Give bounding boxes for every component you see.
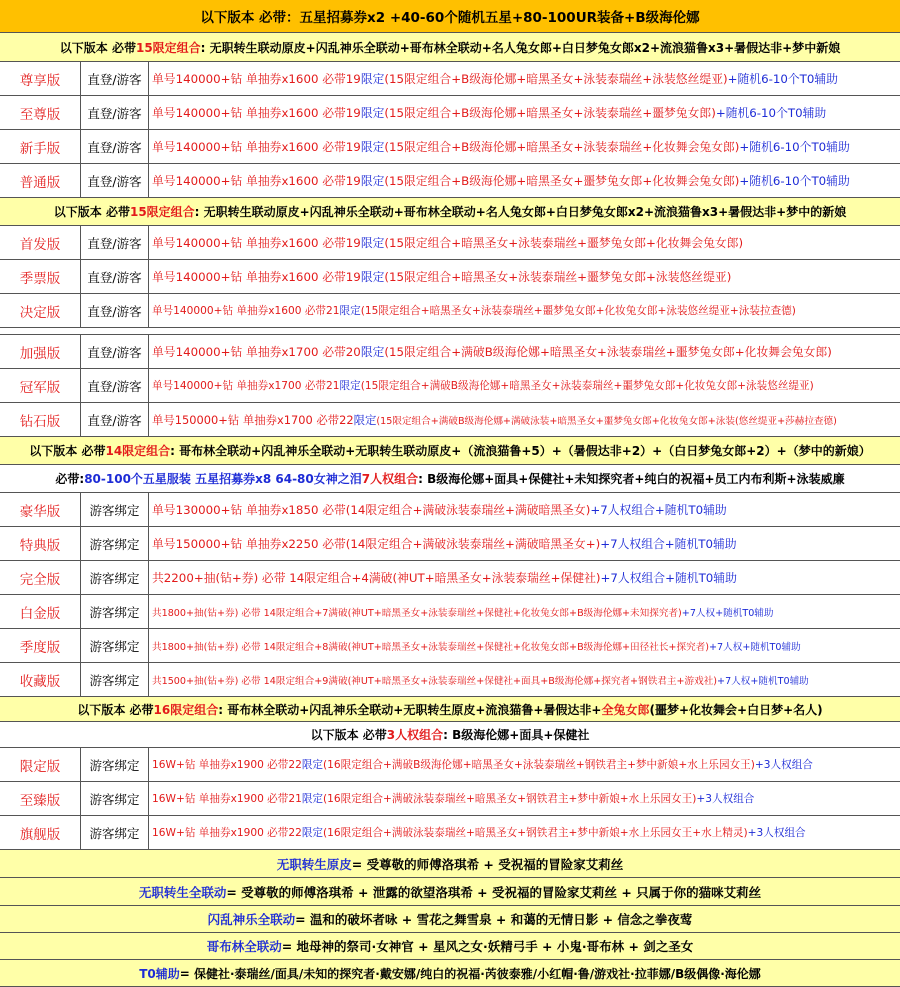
login-type: 游客绑定 (81, 561, 149, 594)
detail-main: 单号130000+钻 单抽券x1850 必带 (152, 503, 346, 517)
detail-main: 单号140000+钻 单抽券x1600 必带19 (152, 236, 361, 250)
section-highlight: 15限定组合 (129, 205, 195, 219)
edition-name: 加强版 (0, 335, 81, 368)
detail-limit: 限定 (360, 140, 385, 154)
detail-limit: 限定 (301, 759, 324, 771)
login-type: 直登/游客 (81, 130, 149, 163)
detail-limit: 限定 (301, 827, 324, 839)
edition-detail (149, 268, 900, 285)
section-suffix: : 哥布林全联动+闪乱神乐全联动+无职转生原皮+流浪猫鲁+暑假达非+ (218, 702, 602, 717)
detail-limit: 限定 (360, 345, 385, 359)
detail-combo: (15限定组合+满破B级海伦娜+暗黑圣女+泳装泰瑞丝+噩梦兔女郎+化妆舞会兔女郎) (384, 345, 832, 359)
detail-limit: 限定 (301, 793, 324, 805)
table-row (0, 96, 900, 130)
detail-limit: 限定 (360, 72, 385, 86)
detail-combo: (15限定组合+暗黑圣女+泳装泰瑞丝+噩梦兔女郎+化妆舞会兔女郎) (384, 236, 744, 250)
detail-combo: (神UT+暗黑圣女+泳装泰瑞丝+保健社+化妆兔女郎+B级海伦娜+田径社长+探究者) (347, 641, 709, 653)
login-type: 直登/游客 (81, 369, 149, 402)
row-spacer (0, 328, 900, 335)
section-part1: 80-100个五星服装 五星招募券x8 64-80女神之泪 (84, 472, 362, 486)
section-header-4 (0, 465, 900, 493)
detail-main: 共1800+抽(钻+券) 必带 14限定组合+8满破 (152, 641, 348, 653)
edition-detail (149, 825, 900, 840)
section-prefix: 以下版本 必带 (59, 40, 136, 55)
table-row (0, 403, 900, 437)
edition-detail (149, 501, 900, 518)
detail-main: 单号140000+钻 单抽券x1600 必带19 (152, 72, 361, 86)
edition-detail (149, 70, 900, 87)
edition-name: 季度版 (0, 629, 81, 662)
section-suffix: : 无职转生联动原皮+闪乱神乐全联动+哥布林全联动+名人兔女郎+白日梦兔女郎x2+流浪猫鲁x3+暑假达非+梦中新娘 (200, 40, 841, 55)
edition-name: 钻石版 (0, 403, 81, 436)
section-header-5 (0, 697, 900, 722)
section-prefix: 以下版本 必带 (53, 205, 130, 219)
section-header-1 (0, 33, 900, 62)
section-highlight: 3人权组合 (386, 728, 444, 742)
edition-detail (149, 535, 900, 552)
section-suffix: : B级海伦娜+面具+保健社+未知探究者+纯白的祝福+员工内布利斯+泳装威廉 (418, 472, 845, 486)
edition-name: 尊享版 (0, 62, 81, 95)
edition-detail (149, 138, 900, 155)
edition-name: 普通版 (0, 164, 81, 197)
edition-name: 特典版 (0, 527, 81, 560)
title-text: 以下版本 必带：五星招募券x2 +40-60个随机五星+80-100UR装备+B级海伦娜 (200, 10, 700, 26)
login-type: 直登/游客 (81, 335, 149, 368)
detail-combo: (15限定组合+满破B级海伦娜+暗黑圣女+泳装泰瑞丝+噩梦兔女郎+化妆兔女郎+泳装悠丝缇亚) (360, 380, 814, 392)
table-row (0, 816, 900, 850)
detail-tail: +随机6-10个T0辅助 (727, 72, 838, 86)
glossary-text: = 受尊敬的师傅洛琪希 + 泄露的欲望洛琪希 + 受祝福的冒险家艾莉丝 + 只属于你的猫咪艾莉丝 (226, 884, 762, 900)
glossary-item (0, 933, 900, 960)
section-highlight: 15限定组合 (135, 40, 201, 55)
table-row (0, 527, 900, 561)
login-type: 直登/游客 (81, 96, 149, 129)
table-row (0, 782, 900, 816)
detail-main: 16W+钻 单抽券x1900 必带22 (152, 827, 302, 839)
edition-detail (149, 412, 900, 428)
section-highlight: 16限定组合 (153, 702, 219, 717)
detail-main: 单号140000+钻 单抽券x1700 必带20 (152, 345, 361, 359)
table-row (0, 493, 900, 527)
detail-tail: +7人权+随机T0辅助 (681, 607, 774, 619)
detail-combo: (神UT+暗黑圣女+泳装泰瑞丝+保健社+化妆兔女郎+B级海伦娜+未知探究者) (347, 607, 682, 619)
detail-limit: 限定 (360, 106, 385, 120)
detail-combo: (14限定组合+满破泳装泰瑞丝+满破暗黑圣女) (345, 503, 591, 517)
glossary-term: 无职转生原皮 (276, 856, 352, 872)
login-type: 游客绑定 (81, 527, 149, 560)
section-suffix: : 哥布林全联动+闪乱神乐全联动+无职转生联动原皮+（流浪猫鲁+5）+（暑假达非+2）+（白日梦兔女郎+2）+（梦中的新娘） (170, 444, 871, 458)
section-suffix: : B级海伦娜+面具+保健社 (443, 728, 590, 742)
table-row (0, 260, 900, 294)
table-row (0, 369, 900, 403)
login-type: 直登/游客 (81, 403, 149, 436)
edition-detail (149, 234, 900, 251)
table-row (0, 62, 900, 96)
table-row (0, 226, 900, 260)
edition-name: 限定版 (0, 748, 81, 781)
detail-tail: +7人权+随机T0辅助 (709, 641, 801, 653)
detail-combo: (15限定组合+暗黑圣女+泳装泰瑞丝+噩梦兔女郎+泳装悠丝缇亚) (384, 270, 732, 284)
detail-limit: 限定 (360, 174, 385, 188)
section-prefix: 必带: (55, 472, 85, 486)
detail-main: 单号150000+钻 单抽券x2250 必带 (152, 537, 346, 551)
detail-main: 单号140000+钻 单抽券x1600 必带19 (152, 174, 361, 188)
section-header-2 (0, 198, 900, 226)
edition-name: 旗舰版 (0, 816, 81, 849)
section-header-6 (0, 722, 900, 748)
detail-combo: (15限定组合+B级海伦娜+暗黑圣女+泳装泰瑞丝+泳装悠丝缇亚) (384, 72, 728, 86)
detail-limit: 限定 (360, 236, 385, 250)
login-type: 直登/游客 (81, 294, 149, 327)
edition-name: 决定版 (0, 294, 81, 327)
detail-combo: (神UT+暗黑圣女+泳装泰瑞丝+保健社+面具+B级海伦娜+探究者+钢铁君主+游戏社) (347, 675, 718, 687)
glossary-item (0, 850, 900, 878)
edition-name: 冠军版 (0, 369, 81, 402)
detail-tail: +7人权组合+随机T0辅助 (600, 537, 737, 551)
login-type: 游客绑定 (81, 748, 149, 781)
detail-main: 共2200+抽(钻+券) 必带 14限定组合+4满破 (152, 571, 393, 585)
detail-main: 共1500+抽(钻+券) 必带 14限定组合+9满破 (152, 675, 348, 687)
table-row (0, 130, 900, 164)
detail-tail: +随机6-10个T0辅助 (715, 106, 827, 120)
login-type: 游客绑定 (81, 782, 149, 815)
table-row (0, 663, 900, 697)
detail-tail: +3人权组合 (747, 827, 806, 839)
glossary-item (0, 906, 900, 933)
table-row (0, 335, 900, 369)
detail-combo: (16限定组合+满破B级海伦娜+暗黑圣女+泳装泰瑞丝+钢铁君主+梦中新娘+水上乐园女王) (323, 759, 755, 771)
section-highlight: 7人权组合 (361, 472, 419, 486)
glossary-term: 闪乱神乐全联动 (207, 912, 296, 927)
glossary-item (0, 878, 900, 906)
glossary-text: = 温和的破坏者咏 + 雪花之舞雪泉 + 和蔼的无情日影 + 信念之拳夜莺 (295, 912, 693, 927)
edition-name: 豪华版 (0, 493, 81, 526)
detail-tail: +随机6-10个T0辅助 (739, 140, 850, 154)
edition-detail (149, 605, 900, 619)
detail-combo: (15限定组合+暗黑圣女+泳装泰瑞丝+噩梦兔女郎+化妆兔女郎+泳装悠丝缇亚+泳装拉查德) (360, 305, 796, 317)
glossary-item (0, 960, 900, 987)
section-highlight: 14限定组合 (105, 444, 171, 458)
detail-limit: 限定 (353, 412, 377, 427)
detail-main: 16W+钻 单抽券x1900 必带21 (152, 793, 302, 805)
glossary-term: 哥布林全联动 (206, 939, 282, 954)
login-type: 游客绑定 (81, 816, 149, 849)
login-type: 直登/游客 (81, 164, 149, 197)
table-row (0, 164, 900, 198)
detail-combo: (神UT+暗黑圣女+泳装泰瑞丝+保健社) (392, 571, 601, 585)
section-prefix: 以下版本 必带 (77, 702, 154, 717)
detail-combo: (15限定组合+满破B级海伦娜+满破泳装+暗黑圣女+噩梦兔女郎+化妆兔女郎+泳装(悠丝缇亚+莎赫拉查德) (376, 415, 837, 427)
table-row (0, 561, 900, 595)
section-header-3 (0, 437, 900, 465)
edition-detail (149, 639, 900, 653)
detail-combo: (15限定组合+B级海伦娜+暗黑圣女+泳装泰瑞丝+化妆舞会兔女郎) (384, 140, 740, 154)
detail-main: 单号140000+钻 单抽券x1600 必带19 (152, 270, 361, 284)
edition-detail (149, 569, 900, 586)
detail-main: 单号140000+钻 单抽券x1600 必带19 (152, 140, 361, 154)
detail-combo: (14限定组合+满破泳装泰瑞丝+满破暗黑圣女+) (345, 537, 601, 551)
edition-name: 首发版 (0, 226, 81, 259)
detail-tail: +7人权组合+随机T0辅助 (600, 571, 737, 585)
login-type: 游客绑定 (81, 595, 149, 628)
detail-tail: +7人权组合+随机T0辅助 (590, 503, 727, 517)
edition-name: 完全版 (0, 561, 81, 594)
detail-combo: (16限定组合+满破泳装泰瑞丝+暗黑圣女+钢铁君主+梦中新娘+水上乐园女王+水上精灵) (323, 827, 748, 839)
glossary-term: 无职转生全联动 (138, 884, 227, 900)
detail-limit: 限定 (360, 270, 385, 284)
edition-name: 至尊版 (0, 96, 81, 129)
login-type: 直登/游客 (81, 226, 149, 259)
login-type: 直登/游客 (81, 62, 149, 95)
edition-detail (149, 104, 900, 121)
section-suffix-2: (噩梦+化妆舞会+白日梦+名人) (649, 702, 823, 717)
detail-combo: (15限定组合+B级海伦娜+暗黑圣女+泳装泰瑞丝+噩梦兔女郎) (384, 106, 716, 120)
edition-detail (149, 303, 900, 318)
detail-main: 单号150000+钻 单抽券x1700 必带22 (152, 412, 354, 427)
section-prefix: 以下版本 必带 (29, 444, 106, 458)
detail-main: 共1800+抽(钻+券) 必带 14限定组合+7满破 (152, 607, 348, 619)
edition-detail (149, 791, 900, 806)
edition-name: 至臻版 (0, 782, 81, 815)
detail-tail: +3人权组合 (696, 793, 755, 805)
table-row (0, 748, 900, 782)
login-type: 游客绑定 (81, 493, 149, 526)
edition-name: 新手版 (0, 130, 81, 163)
edition-detail (149, 378, 900, 393)
login-type: 游客绑定 (81, 629, 149, 662)
glossary-text: = 保健社·泰瑞丝/面具/未知的探究者·戴安娜/纯白的祝福·芮彼泰雅/小红帽·鲁/游戏社·拉菲娜/B级偶像·海伦娜 (179, 966, 761, 981)
section-prefix: 以下版本 必带 (310, 728, 387, 742)
detail-tail: +3人权组合 (754, 759, 813, 771)
edition-name: 季票版 (0, 260, 81, 293)
table-row (0, 595, 900, 629)
detail-tail: +随机6-10个T0辅助 (739, 174, 850, 188)
edition-name: 收藏版 (0, 663, 81, 696)
detail-main: 单号140000+钻 单抽券x1600 必带19 (152, 106, 361, 120)
glossary-text: = 受尊敬的师傅洛琪希 + 受祝福的冒险家艾莉丝 (351, 856, 624, 872)
table-row (0, 629, 900, 663)
detail-limit: 限定 (339, 380, 361, 392)
title-banner (0, 0, 900, 33)
glossary-text: = 地母神的祭司·女神官 + 星风之女·妖精弓手 + 小鬼·哥布林 + 剑之圣女 (281, 939, 694, 954)
section-suffix: : 无职转生联动原皮+闪乱神乐全联动+哥布林全联动+名人兔女郎+白日梦兔女郎x2+流浪猫鲁x3+暑假达非+梦中的新娘 (194, 205, 847, 219)
glossary-term: T0辅助 (139, 966, 180, 981)
edition-detail (149, 757, 900, 772)
edition-name: 白金版 (0, 595, 81, 628)
login-type: 直登/游客 (81, 260, 149, 293)
detail-limit: 限定 (339, 305, 361, 317)
edition-detail (149, 673, 900, 687)
detail-main: 单号140000+钻 单抽券x1700 必带21 (152, 380, 340, 392)
table-row (0, 294, 900, 328)
detail-tail: +7人权+随机T0辅助 (717, 675, 809, 687)
edition-detail (149, 343, 900, 360)
edition-detail (149, 172, 900, 189)
login-type: 游客绑定 (81, 663, 149, 696)
detail-combo: (16限定组合+满破泳装泰瑞丝+暗黑圣女+钢铁君主+梦中新娘+水上乐园女王) (323, 793, 697, 805)
detail-combo: (15限定组合+B级海伦娜+暗黑圣女+噩梦兔女郎+化妆舞会兔女郎) (384, 174, 740, 188)
detail-main: 16W+钻 单抽券x1900 必带22 (152, 759, 302, 771)
section-highlight-2: 全兔女郎 (601, 702, 650, 717)
detail-main: 单号140000+钻 单抽券x1600 必带21 (152, 305, 340, 317)
